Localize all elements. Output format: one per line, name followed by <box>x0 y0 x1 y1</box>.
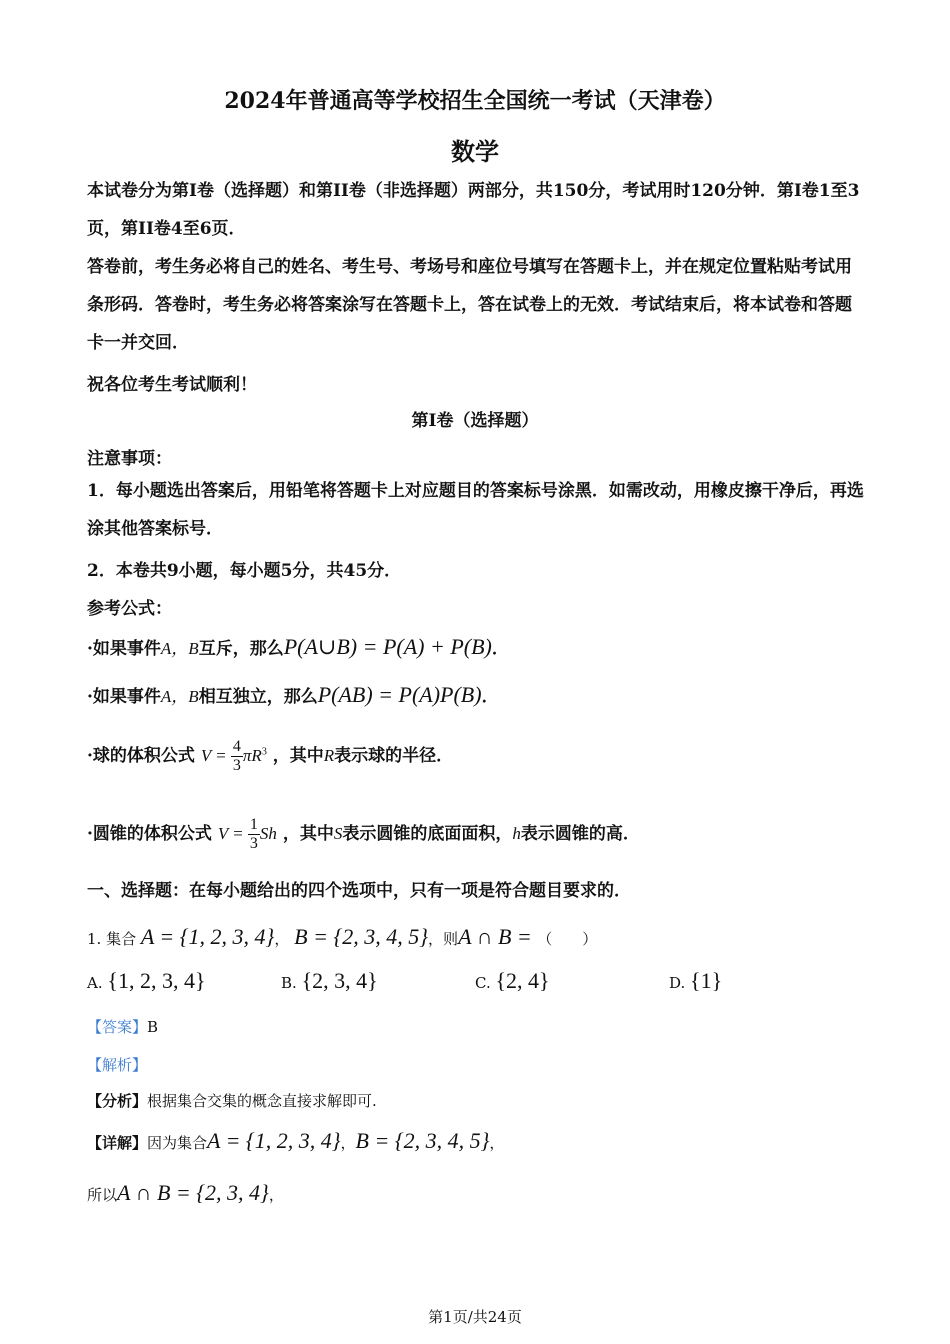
analysis-tag: 【解析】 <box>87 1056 148 1074</box>
formula-4-fraction <box>248 816 260 853</box>
detail-end: ， <box>489 1134 505 1152</box>
option-a[interactable] <box>87 968 206 994</box>
detail-set-b: B = {2, 3, 4, 5} <box>355 1128 490 1153</box>
formula-1-vars: A，B <box>160 639 199 658</box>
answer-tag: 【答案】 <box>87 1018 148 1036</box>
option-c[interactable] <box>475 968 550 994</box>
fenxi-tag: 【分析】 <box>87 1092 148 1110</box>
option-c-value: {2, 4} <box>495 968 550 993</box>
conclusion-line <box>87 1180 284 1206</box>
fenxi-text: 根据集合交集的概念直接求解即可. <box>147 1092 377 1110</box>
answer-line <box>87 1016 158 1037</box>
formula-4-var-h: h <box>512 824 521 843</box>
formula-mutually-exclusive: ·如果事件A，B互斥，那么P(A∪B) = P(A) + P(B)． <box>87 634 509 659</box>
option-b-label: B. <box>281 974 297 992</box>
option-d-label: D. <box>669 974 686 992</box>
option-c-label: C. <box>475 974 491 992</box>
formula-3-rhs: πR <box>242 746 262 765</box>
part-1-heading: 一、选择题：在每小题给出的四个选项中，只有一项是符合题目要求的． <box>87 881 631 901</box>
section-heading: 第I卷（选择题） <box>411 411 539 431</box>
question-1-stem <box>87 924 597 950</box>
formula-cone-volume <box>87 816 640 853</box>
detail-text: 因为集合 <box>147 1134 208 1152</box>
conclusion-text: 所以 <box>87 1186 118 1204</box>
question-1-stem-a: 1. 集合 <box>87 930 137 948</box>
subject-title: 数学 <box>451 137 499 166</box>
formula-4-tail-b: 表示圆锥的底面面积， <box>342 824 513 844</box>
formula-3-denominator: 3 <box>232 757 241 774</box>
formula-2-expression: P(AB) = P(A)P(B) <box>317 682 482 707</box>
formula-3-var: R <box>323 746 335 765</box>
formula-1-relation: 互斥，那么 <box>198 639 284 659</box>
exam-title: 2024年普通高等学校招生全国统一考试（天津卷） <box>224 88 726 114</box>
formula-3-text: ·球的体积公式 <box>87 746 195 766</box>
formula-2-text: ·如果事件 <box>87 687 161 707</box>
option-a-value: {1, 2, 3, 4} <box>107 968 206 993</box>
formula-1-text: ·如果事件 <box>87 639 161 659</box>
formula-2-relation: 相互独立，那么 <box>198 687 318 707</box>
formula-3-tail-a: ，其中 <box>272 746 324 766</box>
option-b[interactable] <box>281 968 378 994</box>
intro-paragraph-1: 本试卷分为第I卷（选择题）和第II卷（非选择题）两部分，共150分，考试用时120分钟．第I卷1至3页，第II卷4至6页． <box>87 181 860 239</box>
formula-4-var-s: S <box>333 824 343 843</box>
question-1-set-a: A = {1, 2, 3, 4} <box>140 924 275 949</box>
question-1-blank: （ ） <box>537 930 598 948</box>
detail-tag: 【详解】 <box>87 1134 148 1152</box>
formula-4-lhs: V = <box>217 824 248 843</box>
question-1-stem-b: ，则 <box>428 930 459 948</box>
option-d[interactable] <box>669 968 722 994</box>
conclusion-expression: A ∩ B = {2, 3, 4} <box>117 1180 269 1205</box>
intro-paragraph-2: 答卷前，考生务必将自己的姓名、考生号、考场号和座位号填写在答题卡上，并在规定位置粘贴考试用条形码．答卷时，考生务必将答案涂写在答题卡上，答在试卷上的无效．考试结束后，将本试卷和答题卡一并交回． <box>87 257 852 353</box>
formula-label: 参考公式： <box>87 599 172 619</box>
formula-4-numerator: 1 <box>249 816 258 833</box>
formula-1-expression: P(A∪B) = P(A) + P(B) <box>283 634 492 659</box>
formula-3-fraction <box>231 738 243 775</box>
notice-item-2: 2．本卷共9小题，每小题5分，共45分． <box>87 561 402 581</box>
page-number: 第1页/共24页 <box>428 1308 522 1326</box>
formula-4-tail-c: 表示圆锥的高． <box>520 824 640 844</box>
formula-4-rhs: Sh <box>259 824 277 843</box>
detail-line <box>87 1128 504 1154</box>
option-b-value: {2, 3, 4} <box>301 968 378 993</box>
option-d-value: {1} <box>690 968 723 993</box>
detail-sep: ， <box>340 1134 356 1152</box>
formula-4-denominator: 3 <box>249 835 258 852</box>
intro-paragraph-3: 祝各位考生考试顺利！ <box>87 375 257 395</box>
formula-independent: ·如果事件A，B相互独立，那么P(AB) = P(A)P(B)． <box>87 682 499 707</box>
formula-3-exponent: 3 <box>261 746 267 758</box>
question-1-expression: A ∩ B = <box>458 924 538 949</box>
detail-set-a: A = {1, 2, 3, 4} <box>207 1128 341 1153</box>
conclusion-end: ， <box>268 1186 284 1204</box>
answer-value: B <box>147 1018 159 1036</box>
notice-label: 注意事项： <box>87 449 172 469</box>
formula-3-tail-b: 表示球的半径． <box>334 746 454 766</box>
formula-3-lhs: V = <box>200 746 231 765</box>
fenxi-line <box>87 1090 377 1111</box>
notice-item-1: 1．每小题选出答案后，用铅笔将答题卡上对应题目的答案标号涂黑．如需改动，用橡皮擦干净后，再选涂其他答案标号． <box>87 481 864 539</box>
question-1-set-b: B = {2, 3, 4, 5} <box>294 924 429 949</box>
formula-sphere-volume <box>87 738 453 775</box>
formula-2-vars: A，B <box>160 687 199 706</box>
formula-4-text: ·圆锥的体积公式 <box>87 824 212 844</box>
formula-4-tail-a: ，其中 <box>282 824 334 844</box>
question-1-sep: ， <box>274 930 290 948</box>
option-a-label: A. <box>87 974 103 992</box>
formula-3-numerator: 4 <box>232 738 241 755</box>
